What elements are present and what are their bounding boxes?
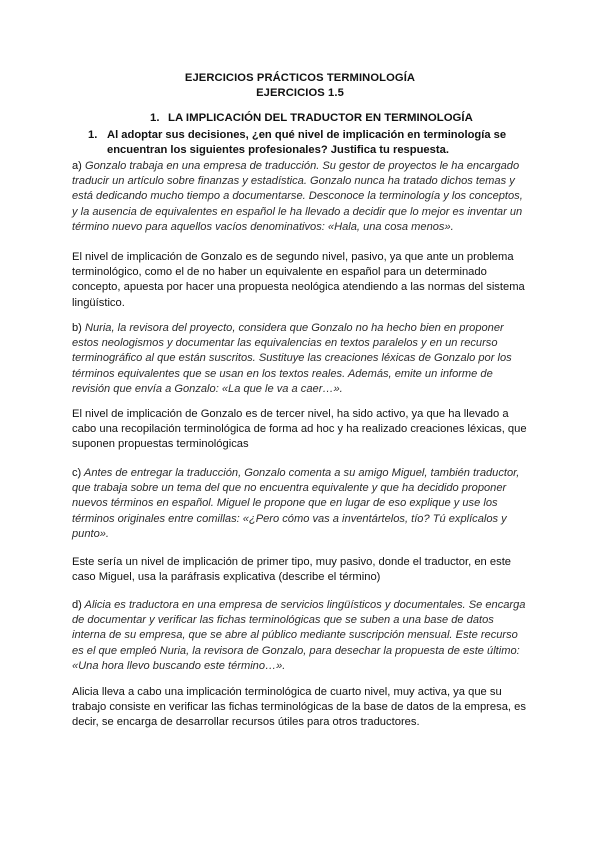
- question-text: Al adoptar sus decisiones, ¿en qué nivel de implicación en terminología se encuentran los siguientes profesionales? Justifica tu respuesta.: [107, 129, 507, 156]
- section-title: LA IMPLICACIÓN DEL TRADUCTOR EN TERMINOLOGÍA: [168, 112, 473, 124]
- case-d: [72, 598, 530, 674]
- answer-c: Este sería un nivel de implicación de primer tipo, muy pasivo, donde el traductor, en este caso Miguel, usa la paráfrasis explicativa (describe el término): [72, 556, 512, 584]
- case-text: Gonzalo trabaja en una empresa de traducción. Su gestor de proyectos le ha encargado traducir un artículo sobre finanzas y estadística. Gonzalo nunca ha tratado dichos temas y está dedicando mucho tiempo a documentarse. Desconoce la terminología y los conceptos, y la ausencia de equivalentes en español le ha llevado a decidir que lo mejor es inventar un término nuevo para aquellos vacíos denominativos: «Hala, una cosa menos».: [72, 160, 523, 233]
- case-label: d): [72, 599, 82, 611]
- answer-b: El nivel de implicación de Gonzalo es de tercer nivel, ha sido activo, ya que ha llevado a cabo una recopilación terminológica de forma ad hoc y ha realizado creaciones léxicas, que suponen propuestas terminológicas: [72, 408, 527, 451]
- case-b: [72, 321, 530, 397]
- section-heading: [150, 111, 473, 126]
- case-label: b): [72, 322, 82, 334]
- case-c: [72, 466, 530, 542]
- case-label: a): [72, 160, 82, 172]
- question-number: 1.: [88, 129, 98, 141]
- question: [88, 128, 528, 158]
- case-text: Alicia es traductora en una empresa de servicios lingüísticos y documentales. Se encarga de documentar y verificar las fichas terminológicas que se suben a una base de datos interna de su empresa, que se abre al público mediante suscripción mensual. Este recurso es el que empleó Nuria, la revisora de Gonzalo, para desechar la propuesta de este último: «Una hora llevo buscando este término…».: [72, 599, 526, 672]
- case-a: [72, 159, 530, 235]
- case-text: Nuria, la revisora del proyecto, considera que Gonzalo no ha hecho bien en proponer estos neologismos y documentar las equivalencias en textos paralelos y en un recurso terminográfico al que están suscritos. Sustituye las creaciones léxicas de Gonzalo por los términos equivalentes que se usan en los textos reales. Además, emite un informe de revisión que envía a Gonzalo: «La que le va a caer…».: [72, 322, 512, 395]
- document-title: EJERCICIOS PRÁCTICOS TERMINOLOGÍA: [184, 72, 416, 84]
- section-number: 1.: [150, 112, 160, 124]
- case-label: c): [72, 467, 82, 479]
- answer-a: El nivel de implicación de Gonzalo es de segundo nivel, pasivo, ya que ante un problema terminológico, como el de no haber un equivalente en español para un determinado concepto, apuesta por hacer una propuesta neológica atendiendo a las normas del sistema lingüístico.: [72, 251, 525, 309]
- answer-d: Alicia lleva a cabo una implicación terminológica de cuarto nivel, muy activa, ya que su trabajo consiste en verificar las fichas terminológicas de la base de datos de la empresa, es decir, se encarga de desarrollar recursos útiles para otros traductores.: [72, 686, 526, 729]
- document-subtitle: EJERCICIOS 1.5: [256, 87, 344, 99]
- case-text: Antes de entregar la traducción, Gonzalo comenta a su amigo Miguel, también traductor, que trabaja sobre un tema del que no encuentra equivalente y que ha decidido proponer nuevos términos en español. Miguel le propone que en lugar de eso explique y use los términos originales entre comillas: «¿Pero cómo vas a inventártelos, tío? Tú explícalos y punto».: [72, 467, 520, 540]
